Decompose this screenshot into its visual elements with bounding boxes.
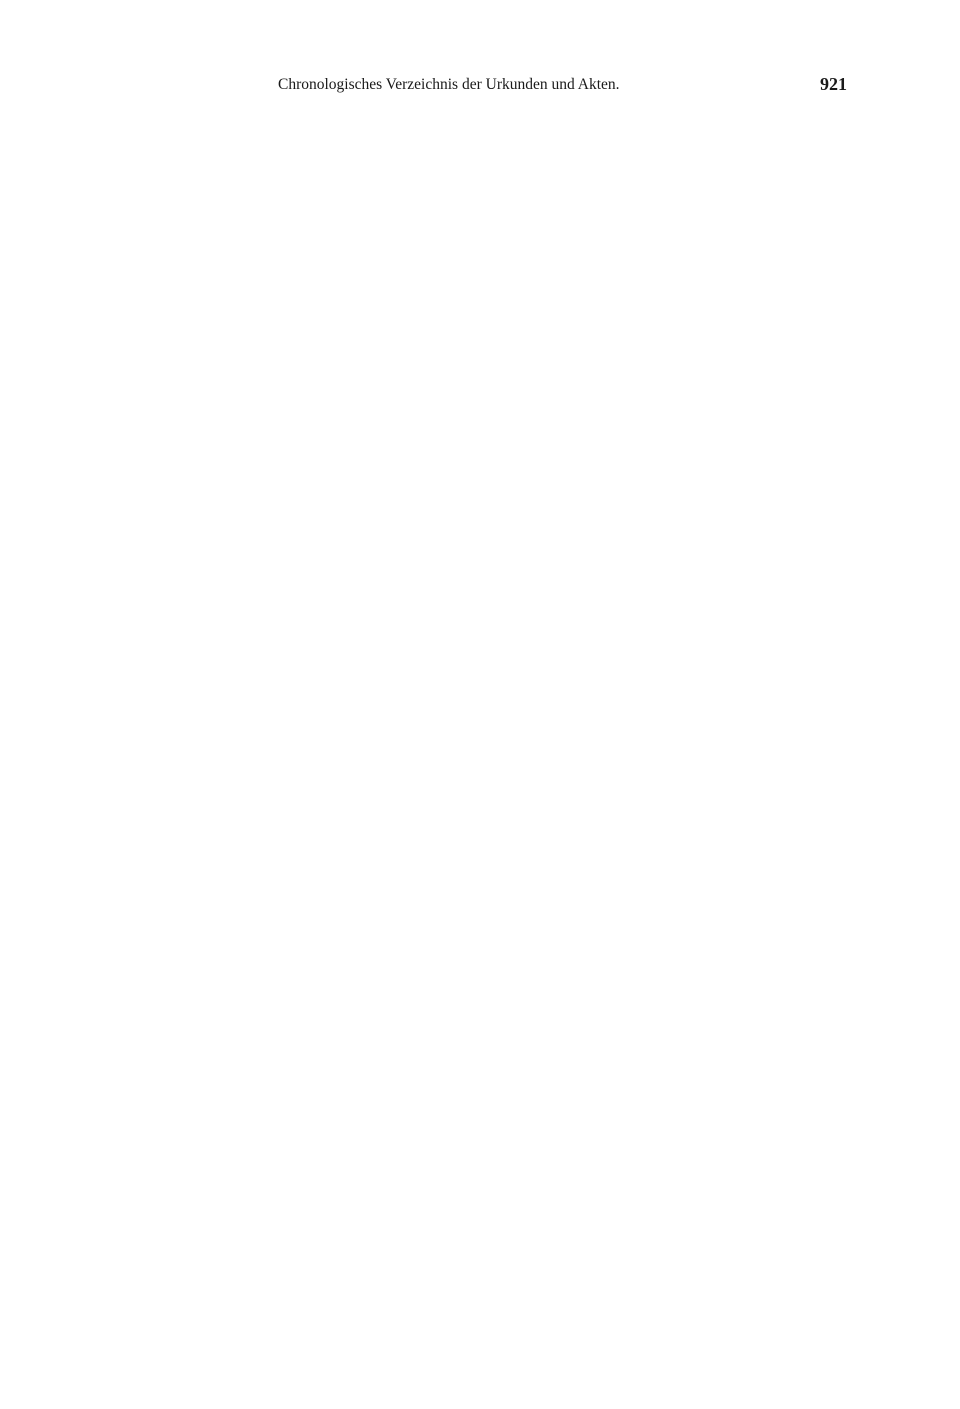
page-number: 921: [820, 74, 847, 94]
running-title: Chronologisches Verzeichnis der Urkunden und Akten.: [278, 76, 620, 93]
running-header: [0, 76, 960, 98]
